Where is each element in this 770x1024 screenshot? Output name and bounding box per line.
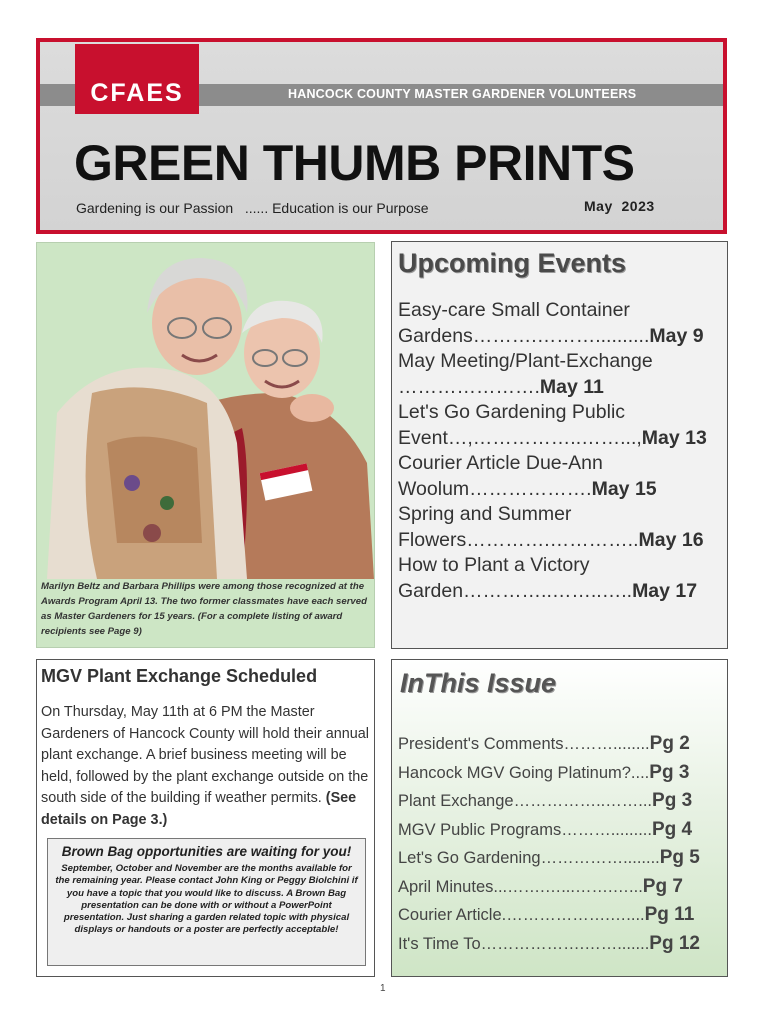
photo-panel — [36, 242, 375, 648]
event-date: May 9 — [649, 324, 704, 347]
toc-label: Plant Exchange……………..……... — [398, 792, 653, 810]
plant-exchange-article — [36, 659, 375, 977]
toc-label: President's Comments………........ — [398, 735, 650, 753]
toc-item[interactable] — [398, 901, 720, 930]
event-text: Courier Article Due-Ann Woolum………………. — [398, 452, 603, 500]
page-number: 1 — [380, 983, 386, 994]
event-date: May 17 — [632, 579, 698, 602]
award-recipients-photo — [37, 243, 374, 579]
toc-page: Pg 3 — [649, 761, 690, 783]
toc-label: Hancock MGV Going Platinum?.... — [398, 763, 650, 782]
toc-item[interactable] — [398, 730, 720, 759]
event-item — [398, 298, 718, 349]
article-text: On Thursday, May 11th at 6 PM the Master Gardeners of Hancock County will hold their annual plant exchange. A brief business meeting will be held, followed by the plant exchange outside on the south side of the building if weather permits. — [41, 704, 369, 806]
event-item — [398, 349, 718, 400]
upcoming-events-title: Upcoming Events — [398, 248, 627, 278]
brown-bag-callout — [47, 838, 366, 966]
event-date: May 13 — [641, 426, 707, 449]
toc-item[interactable] — [398, 787, 720, 816]
toc-item[interactable] — [398, 930, 720, 959]
event-list — [398, 298, 718, 604]
toc-page: Pg 3 — [652, 790, 693, 811]
tagline: Gardening is our Passion ...... Education is our Purpose — [76, 200, 429, 216]
table-of-contents — [398, 730, 720, 958]
brown-bag-body: September, October and November are the months available for the remaining year. Please contact John King or Peggy Biolchini if you have a topic that you would like to discuss. A Brown Bag presentation can be done with or without a PowerPoint presentation. Just sharing a garden related topic with physical displays or handouts or a poster are perfectly acceptable! — [55, 863, 358, 936]
toc-page: Pg 12 — [649, 932, 700, 954]
event-date: May 16 — [638, 528, 704, 551]
in-this-issue-panel — [391, 659, 728, 977]
toc-item[interactable] — [398, 873, 720, 902]
event-date: May 15 — [591, 477, 657, 500]
toc-label: It's Time To……………….……....... — [398, 934, 650, 953]
event-text: How to Plant a Victory Garden…………..……..….. — [398, 554, 633, 602]
article-title: MGV Plant Exchange Scheduled — [41, 666, 318, 686]
org-name: HANCOCK COUNTY MASTER GARDENER VOLUNTEERS — [288, 87, 637, 101]
toc-item[interactable] — [398, 816, 720, 845]
event-text: Let's Go Gardening Public Event…,……………..……..., — [398, 401, 642, 449]
toc-label: MGV Public Programs………......... — [398, 820, 652, 839]
event-text: Spring and Summer Flowers………….………….. — [398, 503, 639, 551]
cfaes-logo — [75, 44, 199, 114]
brown-bag-title: Brown Bag opportunities are waiting for you! — [61, 844, 352, 859]
toc-label: April Minutes...…….…...…….…... — [398, 877, 643, 896]
photo-caption: Marilyn Beltz and Barbara Phillips were among those recognized at the Awards Program April 13. The two former classmates have each served as Master Gardeners for 15 years. (For a complete listing of award recipients see Page 9) — [41, 581, 367, 637]
article-see-details: (See details on Page 3.) — [41, 790, 357, 828]
event-item — [398, 400, 718, 451]
newsletter-title: GREEN THUMB PRINTS — [74, 135, 635, 191]
toc-item[interactable] — [398, 844, 720, 873]
event-text: Easy-care Small Container Gardens……….……….......... — [398, 299, 650, 347]
toc-page: Pg 11 — [644, 904, 695, 925]
issue-date: May 2023 — [584, 198, 655, 214]
event-item — [398, 502, 718, 553]
toc-label: Let's Go Gardening……………........ — [398, 849, 660, 867]
cfaes-logo-text: CFAES — [90, 79, 184, 107]
event-item — [398, 451, 718, 502]
toc-page: Pg 5 — [659, 847, 700, 868]
masthead — [36, 38, 727, 234]
event-text: May Meeting/Plant-Exchange …………………. — [398, 350, 653, 398]
toc-page: Pg 4 — [651, 818, 693, 840]
upcoming-events-panel — [391, 241, 728, 649]
toc-label: Courier Article.……………….….... — [398, 906, 645, 924]
event-item — [398, 553, 718, 604]
toc-item[interactable] — [398, 759, 720, 788]
toc-page: Pg 7 — [642, 875, 683, 897]
article-body — [41, 702, 369, 831]
toc-page: Pg 2 — [649, 733, 690, 754]
event-date: May 11 — [539, 375, 604, 398]
in-this-issue-title: InThis Issue — [400, 668, 557, 698]
